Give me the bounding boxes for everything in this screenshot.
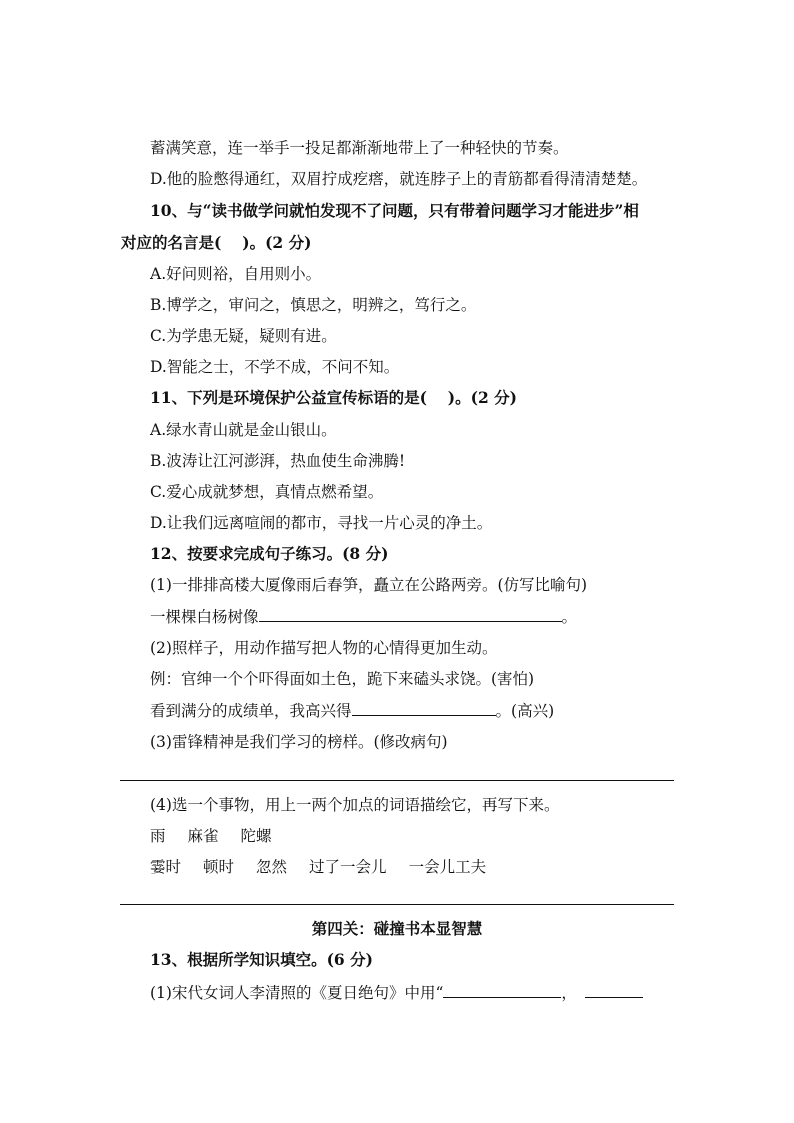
q12-part-2-answer-line — [150, 699, 554, 722]
answer-blank[interactable] — [443, 981, 561, 998]
q10-option-d: D.智能之士，不学不成，不问不知。 — [150, 358, 400, 376]
q12-part-3: (3)雷锋精神是我们学习的榜样。(修改病句) — [150, 733, 448, 751]
thing-item: 陀螺 — [240, 827, 272, 845]
word-item: 一会儿工夫 — [408, 858, 487, 876]
answer-blank[interactable] — [352, 699, 496, 716]
answer-prefix: 看到满分的成绩单，我高兴得 — [150, 702, 352, 720]
q10-option-c: C.为学患无疑，疑则有进。 — [150, 327, 337, 345]
thing-item: 雨 — [150, 827, 166, 845]
question-11-stem: 11、下列是环境保护公益宣传标语的是( )。(2 分) — [150, 388, 517, 407]
q12-part-4: (4)选一个事物，用上一两个加点的词语描绘它，再写下来。 — [150, 796, 560, 814]
question-12-stem: 12、按要求完成句子练习。(8 分) — [150, 544, 389, 563]
thing-item: 麻雀 — [187, 827, 219, 845]
q10-option-b: B.博学之，审问之，慎思之，明辨之，笃行之。 — [150, 296, 477, 314]
answer-blank[interactable] — [585, 981, 643, 998]
answer-suffix: 。 — [561, 608, 578, 626]
q11-option-c: C.爱心成就梦想，真情点燃希望。 — [150, 483, 384, 501]
answer-rule[interactable] — [120, 904, 674, 905]
q12-part-2-example: 例：官绅一个个吓得面如土色，跪下来磕头求饶。(害怕) — [150, 670, 535, 688]
answer-rule[interactable] — [120, 780, 674, 781]
option-d: D.他的脸憋得通红，双眉拧成疙瘩，就连脖子上的青筋都看得清清楚楚。 — [150, 170, 648, 188]
q11-option-d: D.让我们远离喧闹的都市，寻找一片心灵的净土。 — [150, 514, 493, 532]
things-list — [150, 825, 272, 847]
text-line: 蓄满笑意，连一举手一投足都渐渐地带上了一种轻快的节奏。 — [150, 139, 569, 157]
answer-suffix: 。(高兴) — [495, 702, 555, 720]
q12-part-1-answer-line — [150, 605, 577, 628]
q12-part-1: (1)一排排高楼大厦像雨后春笋，矗立在公路两旁。(仿写比喻句) — [150, 576, 588, 594]
answer-prefix: 一棵棵白杨树像 — [150, 608, 259, 626]
question-13-stem: 13、根据所学知识填空。(6 分) — [150, 950, 373, 969]
question-10-stem: 10、与“读书做学问就怕发现不了问题，只有带着问题学习才能进步”相 — [150, 201, 639, 220]
question-10-stem-cont: 对应的名言是( )。(2 分) — [121, 233, 312, 252]
answer-blank[interactable] — [259, 605, 562, 622]
q11-option-b: B.波涛让江河澎湃，热血使生命沸腾! — [150, 452, 406, 470]
word-item: 忽然 — [256, 858, 288, 876]
word-item: 霎时 — [150, 858, 182, 876]
word-item: 过了一会儿 — [309, 858, 387, 876]
q10-option-a: A.好问则裕，自用则小。 — [150, 265, 322, 283]
q12-part-2: (2)照样子，用动作描写把人物的心情得更加生动。 — [150, 639, 498, 657]
words-list — [150, 856, 486, 878]
section-title: 第四关：碰撞书本显智慧 — [311, 919, 483, 938]
q11-option-a: A.绿水青山就是金山银山。 — [150, 421, 337, 439]
word-item: 顿时 — [203, 858, 235, 876]
q13-part-1 — [150, 981, 643, 1004]
separator: ， — [561, 984, 577, 1002]
q13-part-1-text: (1)宋代女词人李清照的《夏日绝句》中用“ — [150, 984, 444, 1002]
